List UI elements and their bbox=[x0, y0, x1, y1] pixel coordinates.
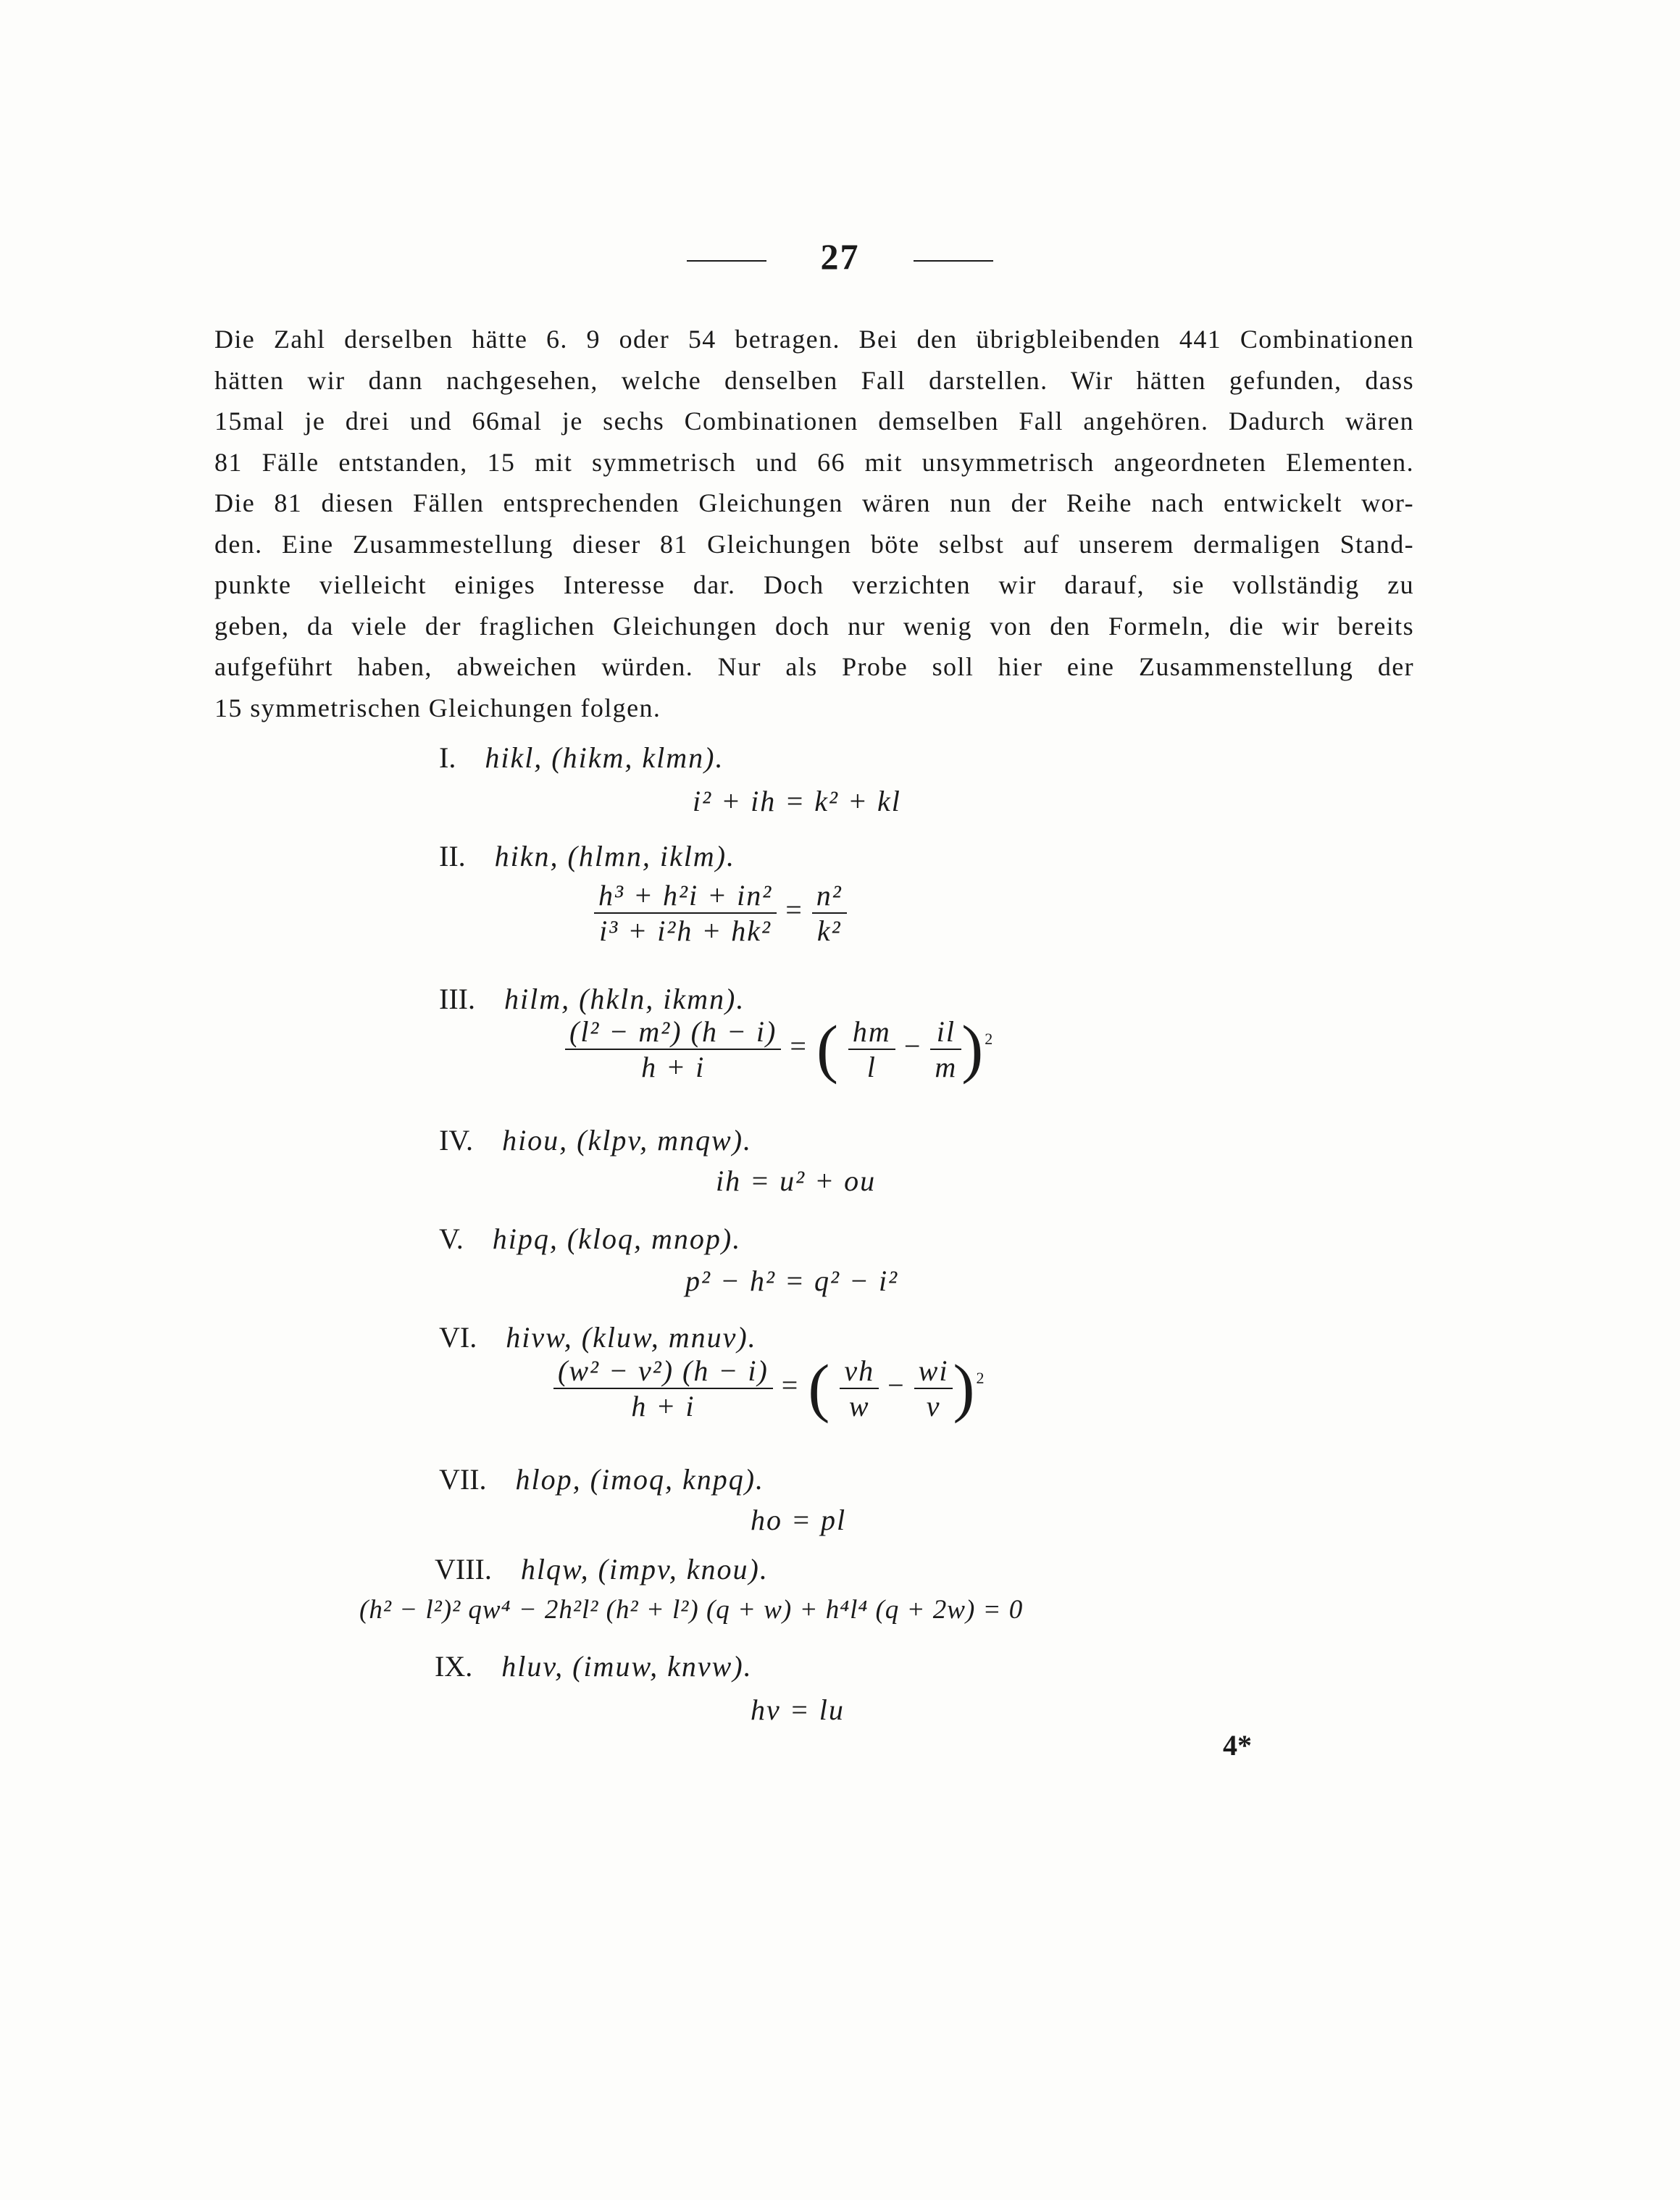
page-header bbox=[0, 236, 1680, 278]
fraction bbox=[594, 878, 777, 948]
equation-head: hiou, (klpv, mnqw). bbox=[502, 1124, 753, 1157]
fraction bbox=[553, 1354, 773, 1423]
signature-mark: 4* bbox=[1223, 1729, 1252, 1762]
header-rule-left bbox=[687, 260, 766, 262]
body-line: den. Eine Zusammestellung dieser 81 Gleichungen böte selbst auf unserem dermaligen Stand- bbox=[214, 529, 1414, 559]
equation-heading bbox=[439, 1320, 757, 1354]
equation-formula: i² + ih = k² + kl bbox=[693, 785, 901, 817]
equation-head: hlqw, (impv, knou). bbox=[520, 1553, 769, 1586]
equation-formula: hv = lu bbox=[751, 1693, 845, 1726]
equation-formula: ho = pl bbox=[751, 1504, 847, 1536]
numerator: h³ + h²i + in² bbox=[594, 878, 777, 914]
body-line: Die Zahl derselben hätte 6. 9 oder 54 betragen. Bei den übrigbleibenden 441 Combinationen bbox=[214, 325, 1414, 354]
equation-fraction: $\frac{\text{(w² − v²) (h − i)}}{h + i}$ = ( $\frac{vh}{w}$ − $\frac{wi}{v}$ )$^2$ bbox=[553, 1354, 985, 1423]
exponent: 2 bbox=[976, 1369, 986, 1388]
numerator: hm bbox=[848, 1014, 895, 1050]
numerator: (w² − v²) (h − i) bbox=[553, 1354, 773, 1389]
equation-heading bbox=[435, 1552, 769, 1586]
equation-head: hipq, (kloq, mnop). bbox=[492, 1222, 742, 1255]
denominator: i³ + i²h + hk² bbox=[599, 914, 772, 947]
denominator: h + i bbox=[631, 1390, 695, 1422]
equation-heading bbox=[439, 741, 724, 775]
numerator: il bbox=[930, 1014, 961, 1050]
equation-formula: (h² − l²)² qw⁴ − 2h²l² (h² + l²) (q + w) + h⁴l⁴ (q + 2w) = 0 bbox=[359, 1595, 1024, 1625]
body-paragraph bbox=[214, 319, 1414, 728]
equation-number: I. bbox=[439, 741, 456, 774]
equation-formula: ih = u² + ou bbox=[716, 1164, 877, 1197]
body-line: geben, da viele der fraglichen Gleichungen doch nur wenig von den Formeln, die wir bereits bbox=[214, 611, 1414, 641]
numerator: vh bbox=[840, 1354, 879, 1389]
equation-number: VIII. bbox=[435, 1553, 492, 1586]
equation-head: hivw, (kluw, mnuv). bbox=[506, 1321, 757, 1354]
equation-number: VII. bbox=[439, 1463, 487, 1496]
body-line: 15 symmetrischen Gleichungen folgen. bbox=[214, 693, 661, 722]
fraction bbox=[840, 1354, 879, 1423]
body-line: 15mal je drei und 66mal je sechs Combinationen demselben Fall angehören. Dadurch wären bbox=[214, 407, 1414, 436]
denominator: v bbox=[926, 1390, 941, 1422]
equation-heading bbox=[439, 839, 735, 873]
body-line: 81 Fälle entstanden, 15 mit symmetrisch und 66 mit unsymmetrisch angeordneten Elementen. bbox=[214, 447, 1414, 477]
equation-formula: p² − h² = q² − i² bbox=[685, 1264, 899, 1297]
equation-number: VI. bbox=[439, 1321, 477, 1354]
numerator: wi bbox=[914, 1354, 953, 1389]
equation-head: hikl, (hikm, klmn). bbox=[485, 741, 724, 774]
numerator: n² bbox=[812, 878, 847, 914]
equation-heading bbox=[439, 1123, 752, 1157]
equation-head: hikn, (hlmn, iklm). bbox=[494, 840, 736, 872]
equation-number: III. bbox=[439, 983, 475, 1015]
equation-head: hlop, (imoq, knpq). bbox=[515, 1463, 765, 1496]
denominator: k² bbox=[816, 914, 842, 947]
equation-heading bbox=[439, 982, 745, 1016]
equation-heading bbox=[439, 1222, 741, 1256]
equation-number: V. bbox=[439, 1222, 464, 1255]
page-number: 27 bbox=[820, 236, 860, 277]
header-rule-right bbox=[914, 260, 993, 262]
denominator: l bbox=[866, 1051, 877, 1083]
equation-fraction: $\frac{\text{h³ + h²i + in²}}{\text{i³ + i²h + hk²}}$ = $\frac{\text{n²}}{\text{k²}}$ bbox=[594, 878, 847, 948]
equation-fraction: $\frac{\text{(l² − m²) (h − i)}}{h + i}$ = ( $\frac{hm}{l}$ − $\frac{il}{m}$ )$^2$ bbox=[565, 1014, 994, 1084]
denominator: m bbox=[935, 1051, 958, 1083]
exponent: 2 bbox=[985, 1030, 995, 1049]
numerator: (l² − m²) (h − i) bbox=[565, 1014, 781, 1050]
fraction bbox=[930, 1014, 961, 1084]
body-line: hätten wir dann nachgesehen, welche denselben Fall darstellen. Wir hätten gefunden, dass bbox=[214, 365, 1414, 395]
denominator: h + i bbox=[641, 1051, 706, 1083]
body-line: Die 81 diesen Fällen entsprechenden Gleichungen wären nun der Reihe nach entwickelt wor- bbox=[214, 488, 1414, 517]
equation-number: IV. bbox=[439, 1124, 474, 1157]
body-line: punkte vielleicht einiges Interesse dar. Doch verzichten wir darauf, sie vollständig zu bbox=[214, 570, 1414, 599]
fraction bbox=[914, 1354, 953, 1423]
equation-head: hilm, (hkln, ikmn). bbox=[503, 983, 745, 1015]
equation-number: II. bbox=[439, 840, 466, 872]
equation-heading bbox=[435, 1649, 753, 1683]
denominator: w bbox=[848, 1390, 870, 1422]
fraction bbox=[812, 878, 847, 948]
fraction bbox=[565, 1014, 781, 1084]
equation-heading bbox=[439, 1462, 764, 1496]
fraction bbox=[848, 1014, 895, 1084]
equation-number: IX. bbox=[435, 1650, 473, 1683]
equation-head: hluv, (imuw, knvw). bbox=[501, 1650, 753, 1683]
body-line: aufgeführt haben, abweichen würden. Nur als Probe soll hier eine Zusammenstellung der bbox=[214, 652, 1414, 681]
